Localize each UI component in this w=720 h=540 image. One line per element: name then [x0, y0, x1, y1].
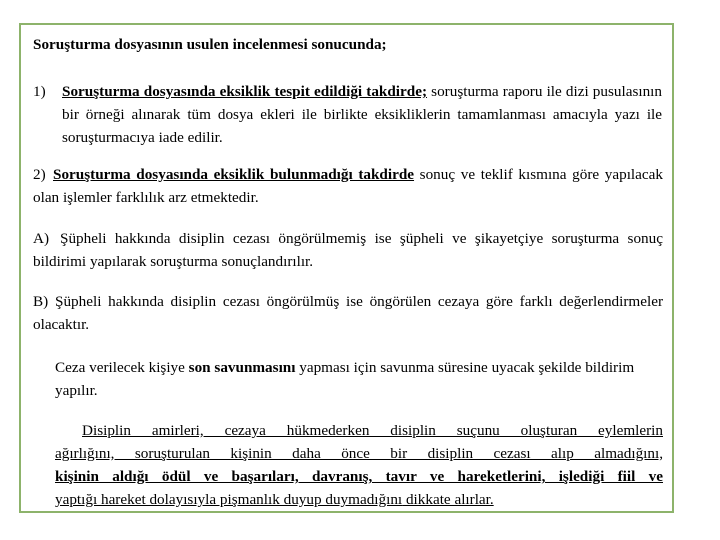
defense-after: yapması için savunma süresine uyacak şekilde bildirim yapılır. [55, 359, 635, 399]
defense-bold: son savunmasını [188, 359, 296, 376]
defense-before: Ceza verilecek kişiye [55, 359, 189, 376]
final-line-2-text: ağırlığını, soruşturulan kişinin daha önce bir disiplin cezası alıp almadığını, [55, 445, 663, 462]
item-2-underlined: Soruşturma dosyasında eksiklik bulunmadığı takdirde [53, 166, 415, 183]
item-b-label: B) [33, 293, 49, 310]
item-a-text: Şüpheli hakkında disiplin cezası öngörülmemiş ise şüpheli ve şikayetçiye soruşturma sonuç bildirimi yapılarak soruşturma sonuçlandırılır. [33, 230, 663, 270]
final-line-4-underlined: yaptığı hareket dolayısıyla pişmanlık duyup duymadığını [55, 491, 403, 508]
final-line-4-rest: dikkate alırlar. [402, 491, 494, 508]
section-title: Soruşturma dosyasının usulen incelenmesi sonucunda; [33, 36, 387, 53]
item-2-text [33, 163, 663, 209]
final-line-1: Disiplin amirleri, cezaya hükmederken disiplin suçunu oluşturan eylemlerin [82, 422, 663, 439]
final-line-2 [55, 442, 663, 465]
item-1-number: 1) [33, 83, 46, 100]
item-1-rest: soruşturma raporu ile dizi pusulasının bir örneği alınarak tüm dosya ekleri ile birlikte eksikliklerin tamamlanması amacıyla yazı ile soruşturmacıya iade edilir. [62, 83, 662, 146]
item-a-label: A) [33, 230, 50, 247]
final-line-3: kişinin aldığı ödül ve başarıları, davranış, tavır ve hareketlerini, işlediği fiil ve [55, 468, 663, 485]
final-paragraph [55, 419, 663, 511]
defense-paragraph [55, 356, 645, 402]
item-1-underlined: Soruşturma dosyasında eksiklik tespit edildiği takdirde; [62, 83, 428, 100]
item-2-number: 2) [33, 166, 46, 183]
item-2-rest: sonuç ve teklif kısmına göre yapılacak olan işlemler farklılık arz etmektedir. [33, 166, 663, 206]
final-line-4 [55, 488, 663, 511]
item-1-text [62, 80, 662, 149]
item-b-text: Şüpheli hakkında disiplin cezası öngörülmüş ise öngörülen cezaya göre farklı değerlendirmeler olacaktır. [33, 293, 663, 333]
